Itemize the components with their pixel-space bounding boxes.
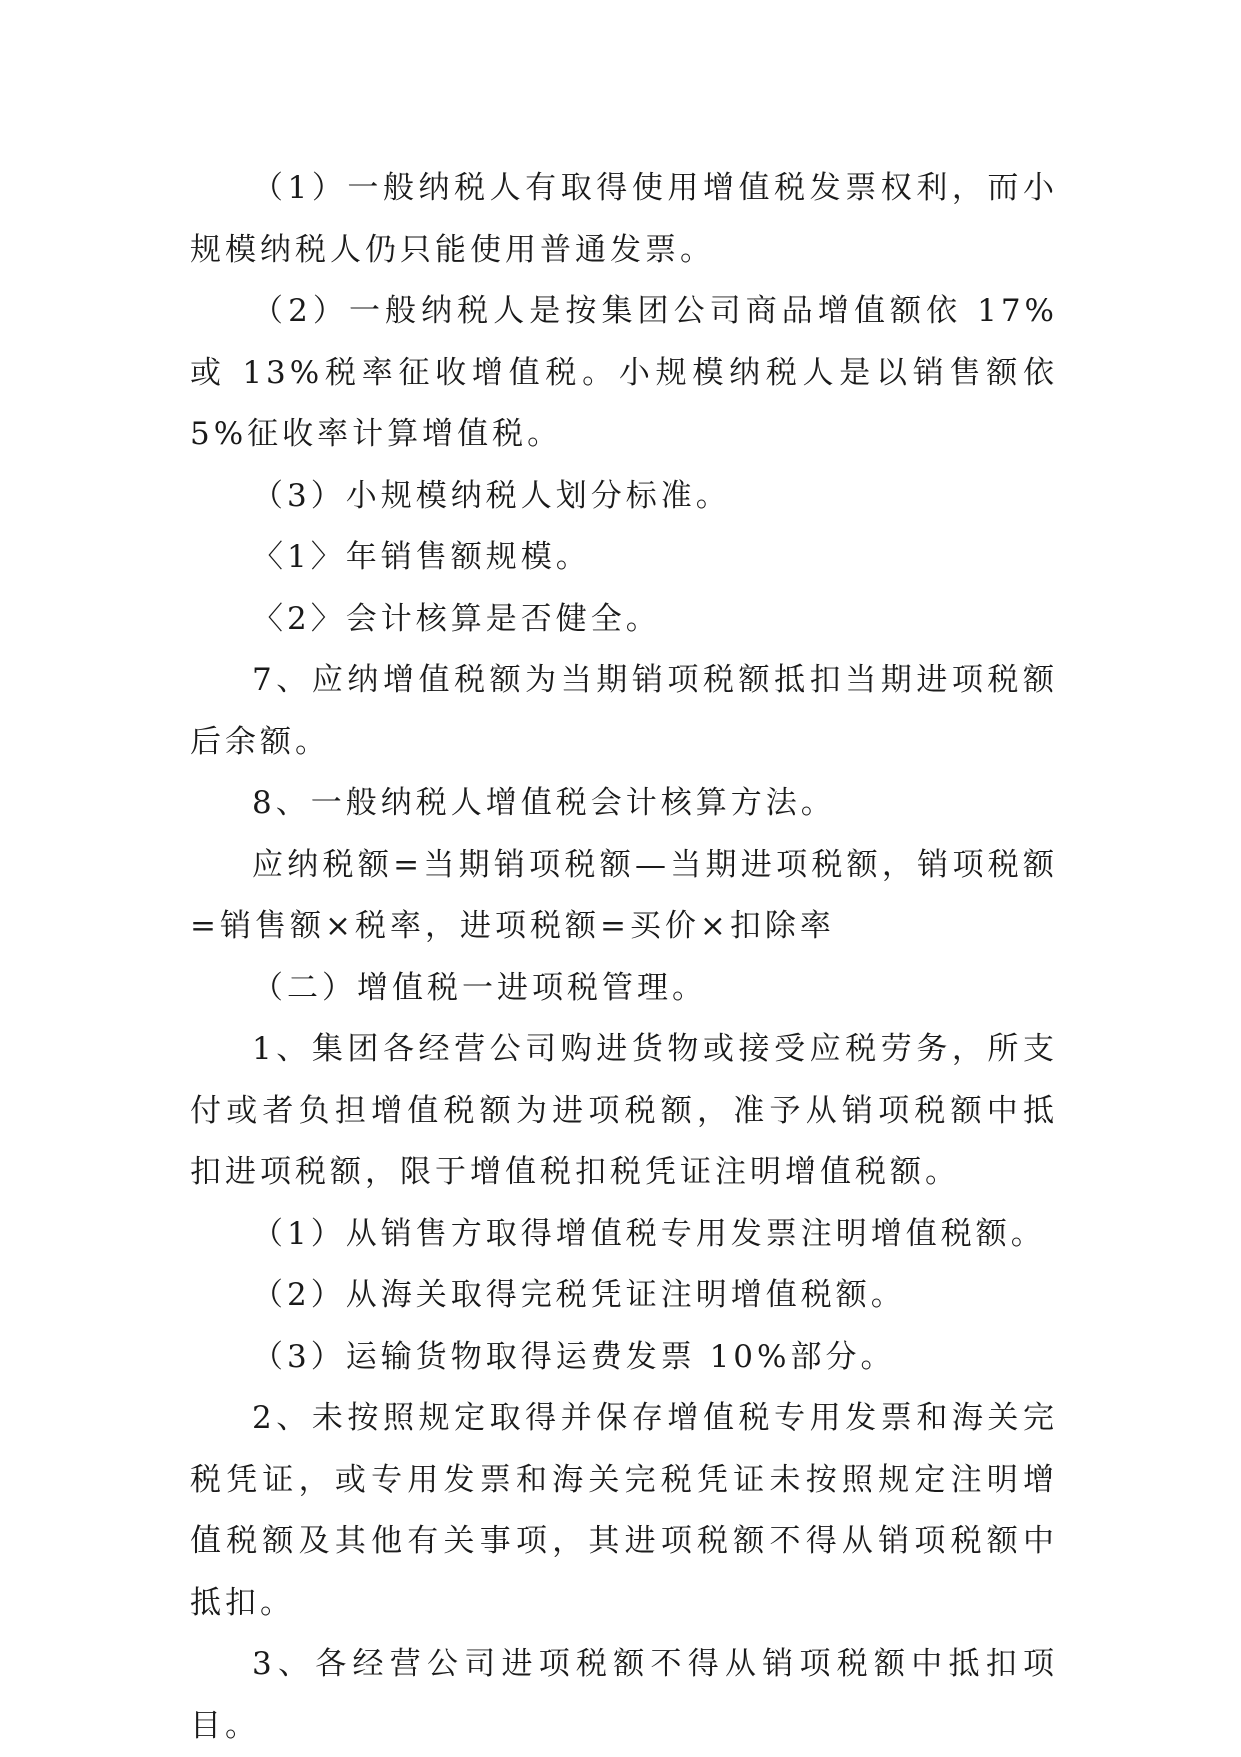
- document-body: [190, 158, 1058, 1757]
- paragraph-3: （3）小规模纳税人划分标准。: [252, 477, 731, 514]
- paragraph-11: （1）从销售方取得增值税专用发票注明增值税额。: [252, 1215, 1046, 1252]
- paragraph-1: （1）一般纳税人有取得使用增值税发票权利，而小规模纳税人仍只能使用普通发票。: [190, 170, 1058, 268]
- paragraph-10: 1、集团各经营公司购进货物或接受应税劳务，所支付或者负担增值税额为进项税额，准予从销项税额中抵扣进项税额，限于增值税扣税凭证注明增值税额。: [190, 1031, 1058, 1190]
- paragraph-12: （2）从海关取得完税凭证注明增值税额。: [252, 1277, 906, 1313]
- paragraph-14: 2、未按照规定取得并保存增值税专用发票和海关完税凭证，或专用发票和海关完税凭证未按照规定注明增值税额及其他有关事项，其进项税额不得从销项税额中抵扣。: [190, 1400, 1058, 1621]
- paragraph-15: 3、各经营公司进项税额不得从销项税额中抵扣项目。: [190, 1646, 1058, 1744]
- paragraph-7: 8、一般纳税人增值税会计核算方法。: [252, 785, 836, 821]
- paragraph-8: 应纳税额=当期销项税额—当期进项税额，销项税额=销售额×税率，进项税额=买价×扣除率: [190, 846, 1058, 944]
- paragraph-6: 7、应纳增值税额为当期销项税额抵扣当期进项税额后余额。: [190, 662, 1058, 760]
- paragraph-9: （二）增值税一进项税管理。: [252, 969, 707, 1006]
- paragraph-13: （3）运输货物取得运费发票 10%部分。: [252, 1338, 896, 1375]
- paragraph-5: 〈2〉会计核算是否健全。: [252, 600, 661, 637]
- paragraph-4: 〈1〉年销售额规模。: [252, 539, 591, 575]
- paragraph-2: （2）一般纳税人是按集团公司商品增值额依 17%或 13%税率征收增值税。小规模纳税人是以销售额依 5%征收率计算增值税。: [190, 293, 1058, 452]
